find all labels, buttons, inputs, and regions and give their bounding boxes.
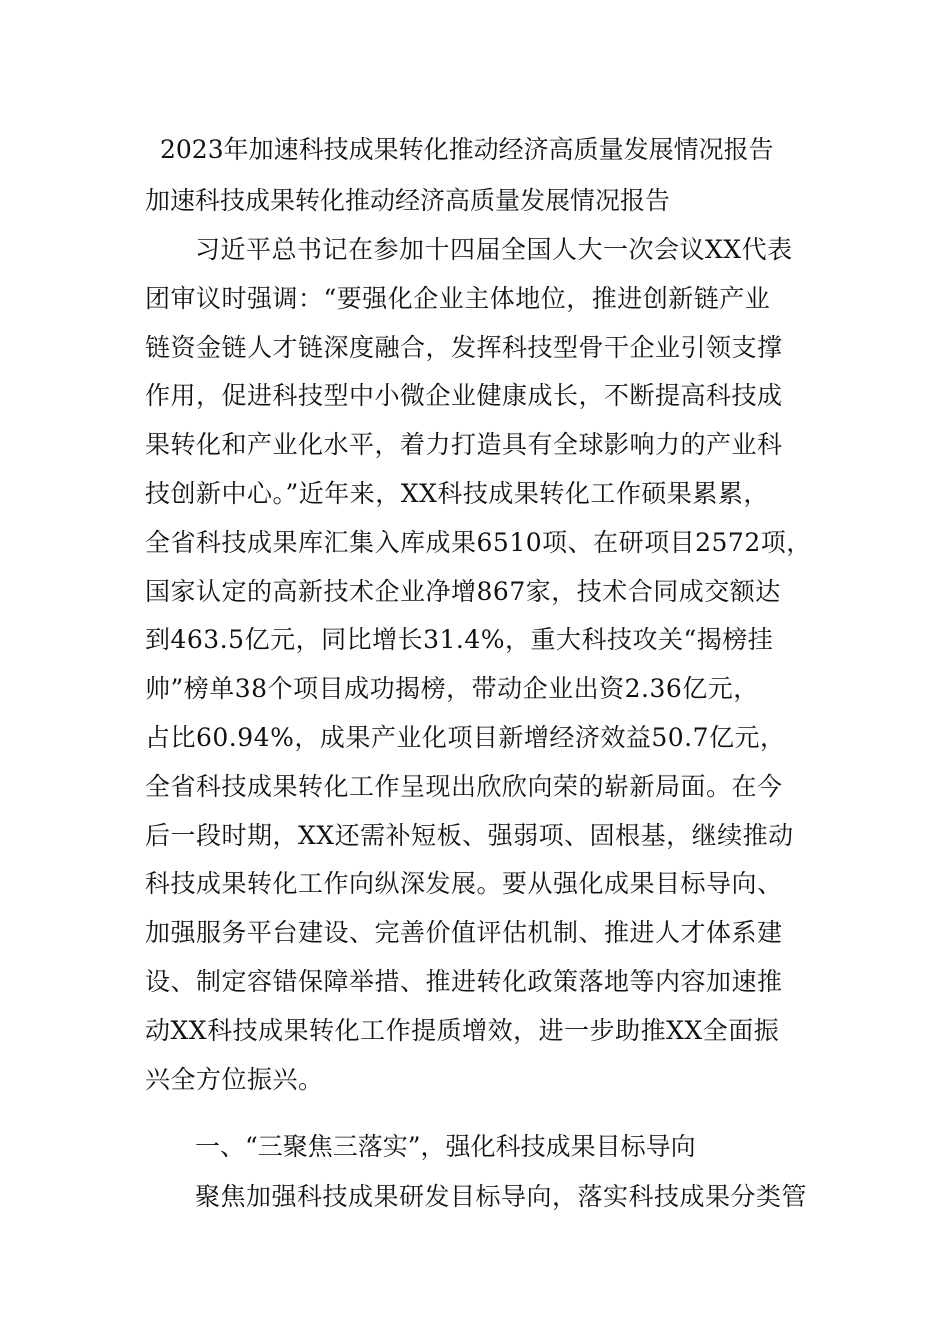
paragraph-line: 果转化和产业化水平，着力打造具有全球影响力的产业科 — [145, 430, 783, 460]
paragraph-line: 帅”榜单38个项目成功揭榜，带动企业出资2.36亿元， — [145, 674, 759, 704]
paragraph-line: 链资金链人才链深度融合，发挥科技型骨干企业引领支撑 — [145, 332, 783, 362]
paragraph-line: 作用，促进科技型中小微企业健康成长，不断提高科技成 — [145, 381, 783, 411]
paragraph-line: 动XX科技成果转化工作提质增效，进一步助推XX全面振 — [145, 1015, 780, 1045]
paragraph-line: 后一段时期，XX还需补短板、强弱项、固根基，继续推动 — [145, 820, 794, 850]
paragraph-line: 兴全方位振兴。 — [145, 1064, 324, 1094]
paragraph-line: 到463.5亿元，同比增长31.4%，重大科技攻关“揭榜挂 — [145, 625, 774, 655]
document-subtitle: 加速科技成果转化推动经济高质量发展情况报告 — [145, 186, 671, 215]
paragraph-line: 占比60.94%，成果产业化项目新增经济效益50.7亿元， — [145, 722, 786, 752]
document-title: 2023年加速科技成果转化推动经济高质量发展情况报告 — [160, 135, 774, 164]
paragraph-2-line: 聚焦加强科技成果研发目标导向，落实科技成果分类管 — [195, 1182, 808, 1211]
paragraph-line: 全省科技成果库汇集入库成果6510项、在研项目2572项， — [145, 527, 812, 557]
paragraph-line: 加强服务平台建设、完善价值评估机制、推进人才体系建 — [145, 918, 783, 948]
paragraph-line: 团审议时强调：“要强化企业主体地位，推进创新链产业 — [145, 283, 771, 313]
paragraph-line: 全省科技成果转化工作呈现出欣欣向荣的崭新局面。在今 — [145, 771, 783, 801]
paragraph-line: 设、制定容错保障举措、推进转化政策落地等内容加速推 — [145, 966, 783, 996]
paragraph-line: 习近平总书记在参加十四届全国人大一次会议XX代表 — [195, 235, 793, 264]
paragraph-1 — [145, 232, 835, 1110]
paragraph-line: 国家认定的高新技术企业净增867家，技术合同成交额达 — [145, 576, 781, 606]
section-heading: 一、“三聚焦三落实”，强化科技成果目标导向 — [195, 1132, 696, 1161]
paragraph-line: 科技成果转化工作向纵深发展。要从强化成果目标导向、 — [145, 869, 783, 899]
paragraph-line: 技创新中心。”近年来，XX科技成果转化工作硕果累累， — [145, 478, 769, 508]
